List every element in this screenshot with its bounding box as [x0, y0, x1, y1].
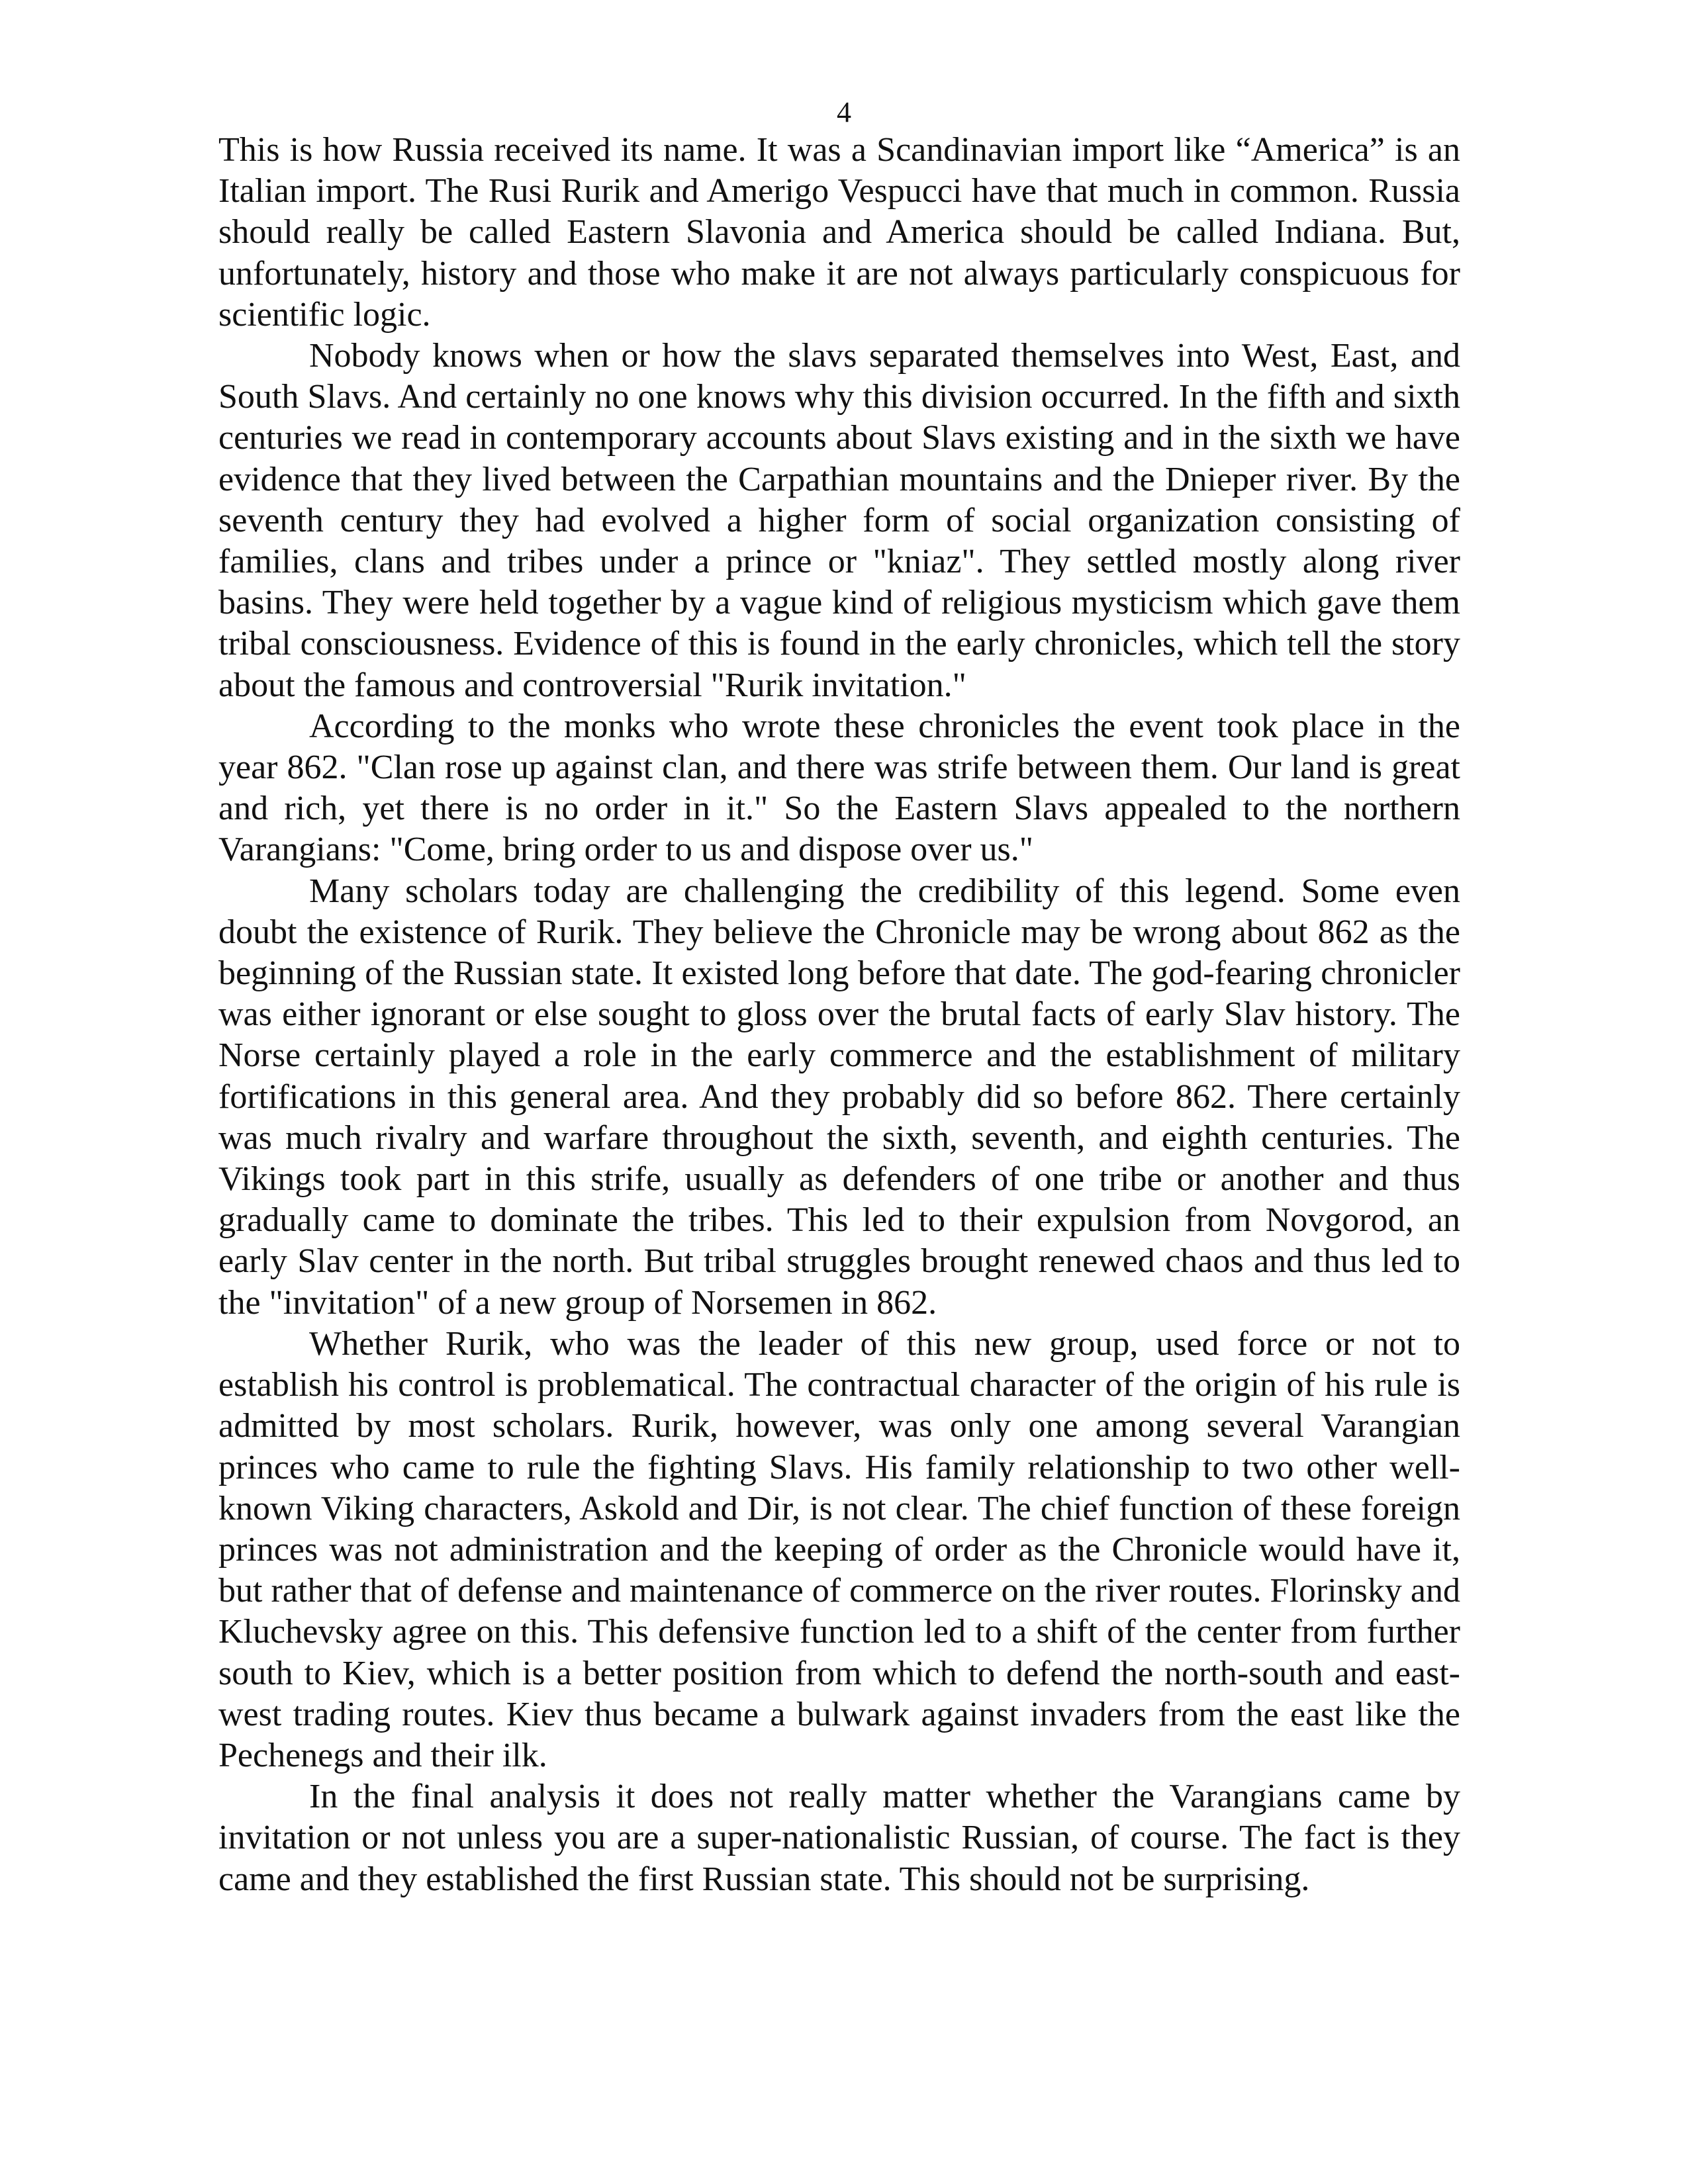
body-text: [218, 130, 1460, 1900]
paragraph-final-analysis: In the final analysis it does not really matter whether the Varangians came by invitation or not unless you are a super-nationalistic Russian, of course. The fact is they came and they established the first Russian state. This should not be surprising.: [218, 1778, 1460, 1898]
paragraph-slav-division: Nobody knows when or how the slavs separated themselves into West, East, and South Slavs. And certainly no one knows why this division occurred. In the fifth and sixth centuries we read in contemporary accounts about Slavs existing and in the sixth we have evidence that they lived between the Carpathian mountains and the Dnieper river. By the seventh century they had evolved a higher form of social organization consisting of families, clans and tribes under a prince or "kniaz". They settled mostly along river basins. They were held together by a vague kind of religious mysticism which gave them tribal consciousness. Evidence of this is found in the early chronicles, which tell the story about the famous and controversial "Rurik invitation.": [218, 337, 1460, 704]
page-number: 4: [837, 96, 851, 128]
paragraph-chronicle-862: According to the monks who wrote these chronicles the event took place in the year 862. "Clan rose up against clan, and there was strife between them. Our land is great and rich, yet there is no order in it." So the Eastern Slavs appealed to the northern Varangians: "Come, bring order to us and dispose over us.": [218, 707, 1460, 869]
paragraph-scholars-challenge: Many scholars today are challenging the credibility of this legend. Some even doubt the existence of Rurik. They believe the Chronicle may be wrong about 862 as the beginning of the Russian state. It existed long before that date. The god-fearing chronicler was either ignorant or else sought to gloss over the brutal facts of early Slav history. The Norse certainly played a role in the early commerce and the establishment of military fortifications in this general area. And they probably did so before 862. There certainly was much rivalry and warfare throughout the sixth, seventh, and eighth centuries. The Vikings took part in this strife, usually as defenders of one tribe or another and thus gradually came to dominate the tribes. This led to their expulsion from Novgorod, an early Slav center in the north. But tribal struggles brought renewed chaos and thus led to the "invitation" of a new group of Norsemen in 862.: [218, 872, 1460, 1322]
paragraph-russia-name-origin: This is how Russia received its name. It was a Scandinavian import like “America” is an Italian import. The Rusi Rurik and Amerigo Vespucci have that much in common. Russia should really be called Eastern Slavonia and America should be called Indiana. But, unfortunately, history and those who make it are not always particularly conspicuous for scientific logic.: [218, 131, 1460, 334]
paragraph-rurik-control: Whether Rurik, who was the leader of this new group, used force or not to establish his control is problematical. The contractual character of the origin of his rule is admitted by most scholars. Rurik, however, was only one among several Varangian princes who came to rule the fighting Slavs. His family relationship to two other well-known Viking characters, Askold and Dir, is not clear. The chief function of these foreign princes was not administration and the keeping of order as the Chronicle would have it, but rather that of defense and maintenance of commerce on the river routes. Florinsky and Kluchevsky agree on this. This defensive function led to a shift of the center from further south to Kiev, which is a better position from which to defend the north-south and east-west trading routes. Kiev thus became a bulwark against invaders from the east like the Pechenegs and their ilk.: [218, 1324, 1460, 1774]
